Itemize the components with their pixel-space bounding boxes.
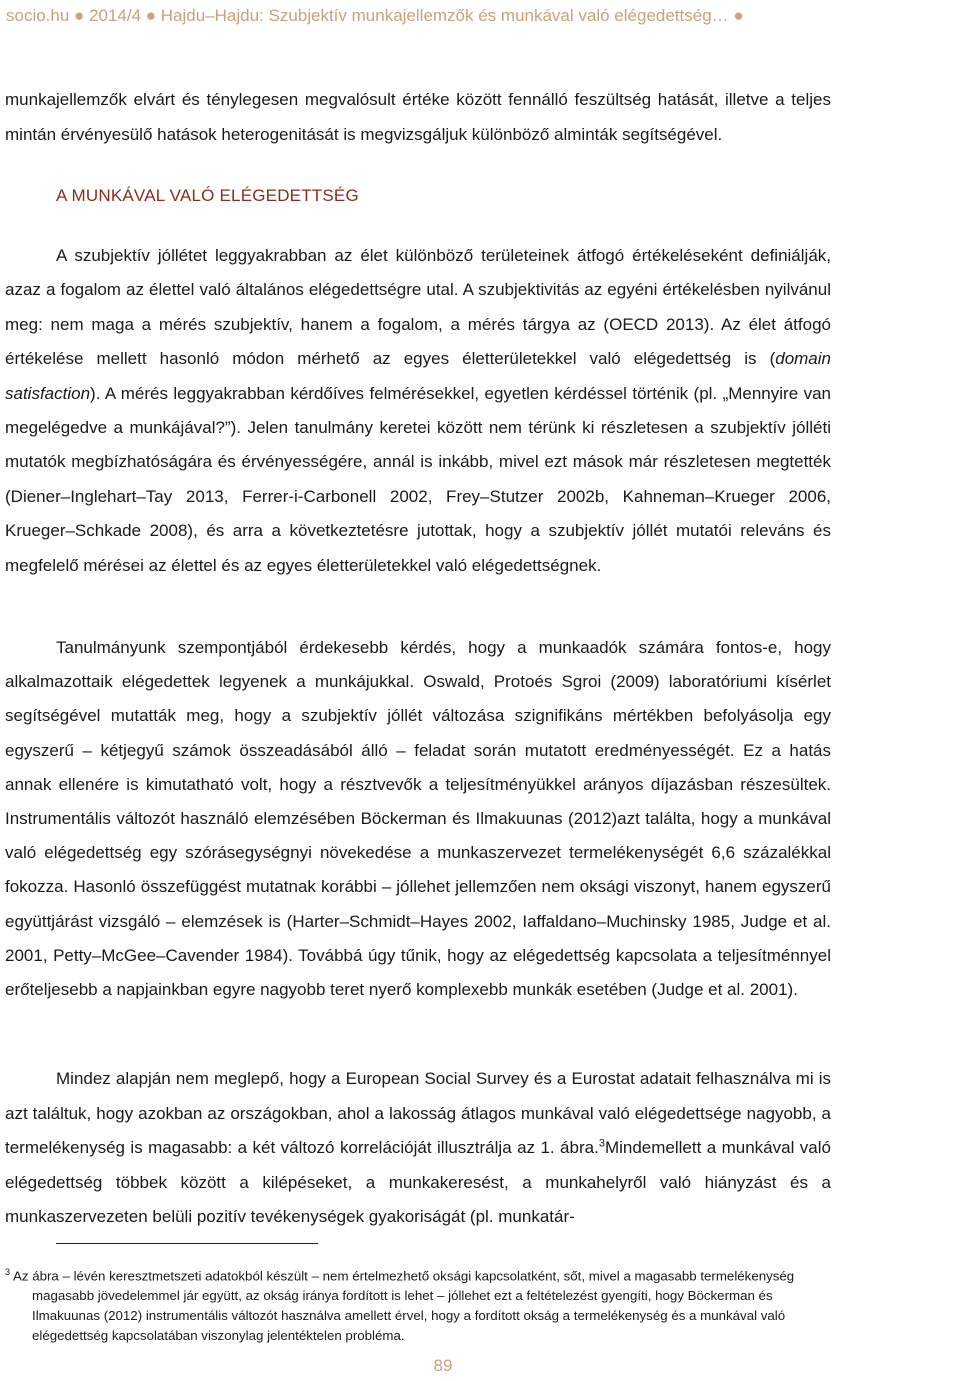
intro-paragraph: munkajellemzők elvárt és ténylegesen megvalósult értéke között fennálló feszültség hatását, illetve a teljes mintán érvényesülő hatások heterogenitását is megvizsgáljuk különböző alminták segítségével. (5, 90, 831, 144)
paragraph-3-block (5, 1062, 831, 1235)
paragraph-3 (5, 1062, 831, 1235)
footnote-separator (56, 1243, 318, 1244)
footnote-mark: 3 (5, 1267, 11, 1277)
page-number: 89 (433, 1356, 453, 1375)
paragraph-1 (5, 239, 831, 583)
footnotes (5, 1262, 831, 1346)
paragraph-2: Tanulmányunk szempontjából érdekesebb kérdés, hogy a munkaadók számára fontos-e, hogy alkalmazottaik elégedettek legyenek a munkájukkal. Oswald, Protoés Sgroi (2009) laboratóriumi kísérlet segítségével mutatták meg, hogy a szubjektív jóllét változása szignifikáns mértékben befolyásolja egy egyszerű – kétjegyű számok összeadásából álló – feladat során mutatott eredményességét. Ez a hatás annak ellenére is kimutatható volt, hogy a résztvevők a teljesítményükkel arányos díjazásban részesültek. Instrumentális változót használó elemzésében Böckerman és Ilmakuunas (2012)azt találta, hogy a munkával való elégedettség egy szórásegységnyi növekedése a munkaszervezet termelékenységét 6,6 százalékkal fokozza. Hasonló összefüggést mutatnak korábbi – jóllehet jellemzően nem oksági viszonyt, hanem egyszerű együttjárást vizsgáló – elemzések is (Harter–Schmidt–Hayes 2002, Iaffaldano–Muchinsky 1985, Judge et al. 2001, Petty–McGee–Cavender 1984). Továbbá úgy tűnik, hogy az elégedettség kapcsolata a teljesítménnyel erőteljesebb a napjainkban egyre nagyobb teret nyerő komplexebb munkák esetében (Judge et al. 2001). (5, 638, 831, 1000)
section-heading: A MUNKÁVAL VALÓ ELÉGEDETTSÉG (56, 186, 359, 205)
paragraph-1-block (5, 239, 831, 583)
footnote-3 (5, 1262, 831, 1346)
paragraph-3-text-a: Mindez alapján nem meglepő, hogy a European Social Survey és a Eurostat adatait felhasználva mi is azt találtuk, hogy azokban az országokban, ahol a lakosság átlagos munkával való elégedettsége nagyobb, a termelékenység is magasabb: a két változó korrelációját illusztrálja az 1. ábra. (5, 1069, 831, 1157)
running-header: socio.hu ● 2014/4 ● Hajdu–Hajdu: Szubjektív munkajellemzők és munkával való elégedettség… ● (6, 6, 744, 25)
intro-paragraph-block (5, 83, 831, 152)
paragraph-3-text-b: Mindemellett a munkával való elégedettség többek között a kilépéseket, a munkakeresést, a munkahelyről való hiányzást és a munkaszervezeten belüli pozitív tevékenységek gyakoriságát (pl. munkatár- (5, 1138, 831, 1226)
paragraph-1-italic-term: domain satisfaction (5, 349, 831, 403)
paragraph-2-block (5, 631, 831, 1007)
paragraph-1-text-b: ). A mérés leggyakrabban kérdőíves felmérésekkel, egyetlen kérdéssel történik (pl. „Mennyire van megelégedve a munkájával?”). Jelen tanulmány keretei között nem térünk ki részletesen a szubjektív jólléti mutatók megbízhatóságára és érvényességére, annál is inkább, mivel ezt mások már részletesen megtették (Diener–Inglehart–Tay 2013, Ferrer-i-Carbonell 2002, Frey–Stutzer 2002b, Kahneman–Krueger 2006, Krueger–Schkade 2008), és arra a következtetésre jutottak, hogy a szubjektív jóllét mutatói releváns és megfelelő mérései az élettel és az egyes életterületekkel való elégedettségnek. (5, 383, 831, 575)
footnote-text: Az ábra – lévén keresztmetszeti adatokból készült – nem értelmezhető oksági kapcsolatként, sőt, mivel a magasabb termelékenység magasabb jövedelemmel jár együtt, az okság iránya fordított is lehet – jóllehet ezt a feltételezést gyengíti, hogy Böckerman és Ilmakuunas (2012) instrumentális változót használva amellett érvel, hogy a fordított okság a termelékenység és a munkával való elégedettség kapcsolatában viszonylag jelentéktelen probléma. (12, 1268, 795, 1344)
paragraph-1-text-a: A szubjektív jóllétet leggyakrabban az élet különböző területeinek átfogó értékeléseként definiálják, azaz a fogalom az élettel való általános elégedettségre utal. A szubjektivitás az egyéni értékelésben nyilvánul meg: nem maga a mérés szubjektív, hanem a fogalom, a mérés tárgya az (OECD 2013). Az élet átfogó értékelése mellett hasonló módon mérhető az egyes életterületekkel való elégedettség is ( (5, 246, 831, 369)
footnote-reference[interactable]: 3 (598, 1137, 605, 1150)
